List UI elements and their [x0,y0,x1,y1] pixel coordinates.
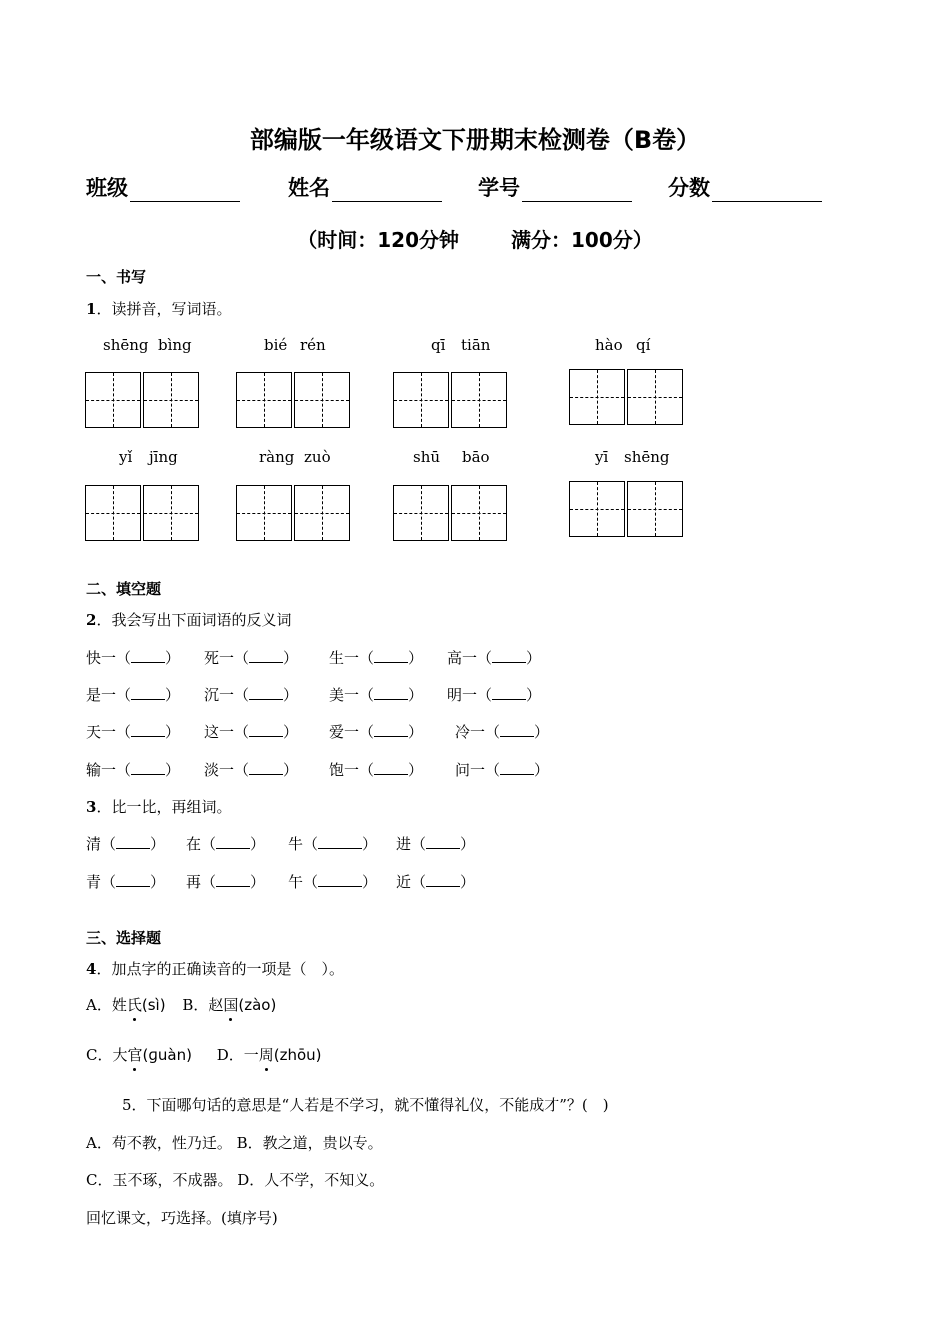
writing-grid-6 [236,485,352,541]
antonym-item [86,759,180,780]
compare-blank[interactable] [116,872,150,887]
question-5-options-ab[interactable]: A．苟不教，性乃迁。 B．教之道，贵以专。 [86,1134,383,1152]
compare-blank[interactable] [216,834,250,849]
close-paren: ） [283,649,299,667]
compare-blank[interactable] [116,834,150,849]
antonym-prompt: 沉一（ [204,686,250,704]
antonym-item [455,759,549,780]
question-4 [86,958,344,979]
pinyin-2b: rén [300,336,326,354]
option-d-pinyin: (zhōu) [273,1046,322,1064]
compare-item [396,871,475,892]
option-a-dotted-char: 氏 [126,996,142,1014]
name-field[interactable] [288,172,442,202]
tian-cell[interactable] [236,485,292,541]
compare-item [86,871,165,892]
compare-char: 再（ [186,873,217,891]
close-paren: ） [165,649,181,667]
question-3-text: ．比一比，再组词。 [96,798,232,816]
question-4-number: 4 [86,960,97,978]
close-paren: ） [362,835,378,853]
close-paren: ） [460,835,476,853]
tian-cell[interactable] [627,369,683,425]
option-a-pinyin: (sì) [141,996,166,1014]
tian-cell[interactable] [294,372,350,428]
question-4-options-cd [86,1044,322,1065]
student-id-blank[interactable] [522,179,632,202]
antonym-blank[interactable] [374,648,408,663]
antonym-prompt: 天一（ [86,723,132,741]
antonym-prompt: 冷一（ [455,723,501,741]
compare-char: 在（ [186,835,217,853]
antonym-blank[interactable] [131,760,165,775]
close-paren: ） [526,649,542,667]
full-score-text: 满分：100分） [511,228,653,252]
question-1-text: ．读拼音，写词语。 [96,300,232,318]
close-paren: ） [283,761,299,779]
recall-instruction: 回忆课文，巧选择。(填序号) [86,1209,278,1227]
compare-blank[interactable] [426,872,460,887]
antonym-blank[interactable] [249,648,283,663]
compare-char: 近（ [396,873,427,891]
tian-cell[interactable] [569,369,625,425]
tian-cell[interactable] [451,372,507,428]
antonym-item [447,684,541,705]
option-c[interactable] [86,1046,192,1064]
question-4-text: ．加点字的正确读音的一项是（ ）。 [96,960,344,978]
question-1 [86,298,231,319]
writing-grid-8 [569,481,685,537]
option-b-label: B．赵 [182,996,224,1014]
close-paren: ） [362,873,378,891]
option-c-pinyin: (ɡuàn) [142,1046,192,1064]
pinyin-5b: jīng [149,448,178,466]
antonym-item [329,684,423,705]
antonym-item [86,684,180,705]
tian-cell[interactable] [569,481,625,537]
antonym-blank[interactable] [500,722,534,737]
antonym-blank[interactable] [131,722,165,737]
option-d-label: D．一 [216,1046,259,1064]
option-c-dotted-char: 官 [127,1046,143,1064]
close-paren: ） [408,649,424,667]
tian-cell[interactable] [393,485,449,541]
close-paren: ） [408,761,424,779]
time-info [0,224,950,253]
tian-cell[interactable] [85,372,141,428]
antonym-prompt: 快一（ [86,649,132,667]
option-d[interactable] [217,1046,322,1064]
antonym-blank[interactable] [374,685,408,700]
question-2-number: 2 [86,611,97,629]
close-paren: ） [283,686,299,704]
question-5-number: 5 [122,1096,132,1114]
compare-blank[interactable] [426,834,460,849]
compare-item [288,871,377,892]
question-5-text: ．下面哪句话的意思是“人若是不学习，就不懂得礼仪，不能成才”？( ) [131,1096,609,1114]
antonym-prompt: 输一（ [86,761,132,779]
close-paren: ） [534,761,550,779]
antonym-blank[interactable] [374,760,408,775]
option-b[interactable] [182,996,276,1014]
pinyin-8b: shēng [624,448,670,466]
pinyin-1a: shēng [103,336,149,354]
compare-char: 午（ [288,873,319,891]
pinyin-8a: yī [595,448,609,466]
close-paren: ） [408,686,424,704]
section-choice-heading: 三、选择题 [86,929,162,947]
section-writing-heading: 一、书写 [86,268,147,286]
antonym-item [329,759,423,780]
antonym-item [329,721,423,742]
antonym-item [447,647,541,668]
antonym-prompt: 饱一（ [329,761,375,779]
option-a-label: A．姓 [86,996,127,1014]
pinyin-6a: ràng [259,448,295,466]
antonym-blank[interactable] [131,648,165,663]
compare-char: 青（ [86,873,117,891]
writing-grid-3 [393,372,509,428]
antonym-prompt: 死一（ [204,649,250,667]
antonym-prompt: 生一（ [329,649,375,667]
pinyin-2a: bié [264,336,288,354]
tian-cell[interactable] [294,485,350,541]
class-blank[interactable] [130,179,240,202]
antonym-item [204,721,298,742]
pinyin-1b: bìng [158,336,192,354]
option-c-label: C．大 [86,1046,128,1064]
pinyin-5a: yǐ [119,448,133,466]
time-text: （时间：120分钟 [297,228,459,252]
question-2-text: ．我会写出下面词语的反义词 [96,611,292,629]
class-field[interactable] [86,172,240,202]
question-4-options-ab [86,994,276,1015]
option-b-dotted-char: 国 [223,996,239,1014]
writing-grid-2 [236,372,352,428]
antonym-prompt: 高一（ [447,649,493,667]
close-paren: ） [165,723,181,741]
name-blank[interactable] [332,179,442,202]
compare-blank[interactable] [216,872,250,887]
antonym-item [204,759,298,780]
pinyin-6b: zuò [304,448,331,466]
antonym-prompt: 问一（ [455,761,501,779]
writing-grid-4 [569,369,685,425]
antonym-blank[interactable] [131,685,165,700]
antonym-item [204,647,298,668]
antonym-blank[interactable] [249,722,283,737]
antonym-item [86,721,180,742]
compare-item [396,833,475,854]
close-paren: ） [534,723,550,741]
antonym-blank[interactable] [500,760,534,775]
antonym-prompt: 明一（ [447,686,493,704]
compare-item [186,871,265,892]
compare-blank[interactable] [318,834,362,849]
compare-blank[interactable] [318,872,362,887]
antonym-item [204,684,298,705]
question-3 [86,796,231,817]
option-d-dotted-char: 周 [258,1046,274,1064]
section-fill-heading: 二、填空题 [86,580,162,598]
tian-cell[interactable] [85,485,141,541]
close-paren: ） [150,873,166,891]
pinyin-4a: hào [595,336,623,354]
compare-char: 清（ [86,835,117,853]
tian-cell[interactable] [143,372,199,428]
student-id-label: 学号 [478,176,520,200]
antonym-item [329,647,423,668]
antonym-prompt: 淡一（ [204,761,250,779]
option-a[interactable] [86,996,166,1014]
close-paren: ） [460,873,476,891]
question-1-number: 1 [86,300,97,318]
pinyin-4b: qí [636,336,651,354]
score-blank[interactable] [712,179,822,202]
antonym-blank[interactable] [492,648,526,663]
question-2 [86,609,291,630]
tian-cell[interactable] [143,485,199,541]
compare-char: 进（ [396,835,427,853]
close-paren: ） [165,761,181,779]
tian-cell[interactable] [393,372,449,428]
writing-grid-7 [393,485,509,541]
antonym-prompt: 美一（ [329,686,375,704]
antonym-blank[interactable] [374,722,408,737]
page-title: 部编版一年级语文下册期末检测卷（B卷） [249,126,701,154]
close-paren: ） [150,835,166,853]
antonym-prompt: 爱一（ [329,723,375,741]
option-b-pinyin: (zào) [238,996,277,1014]
antonym-blank[interactable] [492,685,526,700]
close-paren: ） [165,686,181,704]
compare-item [186,833,265,854]
pinyin-7a: shū [413,448,441,466]
close-paren: ） [250,835,266,853]
compare-item [288,833,377,854]
student-id-field[interactable] [478,172,632,202]
pinyin-3a: qī [431,336,446,354]
pinyin-7b: bāo [462,448,490,466]
writing-grid-1 [85,372,201,428]
question-5 [122,1094,609,1115]
writing-grid-5 [85,485,201,541]
close-paren: ） [250,873,266,891]
question-3-number: 3 [86,798,97,816]
score-label: 分数 [668,176,710,200]
close-paren: ） [526,686,542,704]
close-paren: ） [408,723,424,741]
antonym-item [86,647,180,668]
compare-char: 牛（ [288,835,319,853]
tian-cell[interactable] [451,485,507,541]
pinyin-3b: tiān [461,336,491,354]
antonym-blank[interactable] [249,760,283,775]
compare-item [86,833,165,854]
name-label: 姓名 [288,176,330,200]
antonym-prompt: 这一（ [204,723,250,741]
antonym-item [455,721,549,742]
question-5-options-cd[interactable]: C．玉不琢，不成器。 D．人不学，不知义。 [86,1171,385,1189]
antonym-blank[interactable] [249,685,283,700]
antonym-prompt: 是一（ [86,686,132,704]
tian-cell[interactable] [627,481,683,537]
class-label: 班级 [86,176,128,200]
score-field[interactable] [668,172,822,202]
close-paren: ） [283,723,299,741]
tian-cell[interactable] [236,372,292,428]
